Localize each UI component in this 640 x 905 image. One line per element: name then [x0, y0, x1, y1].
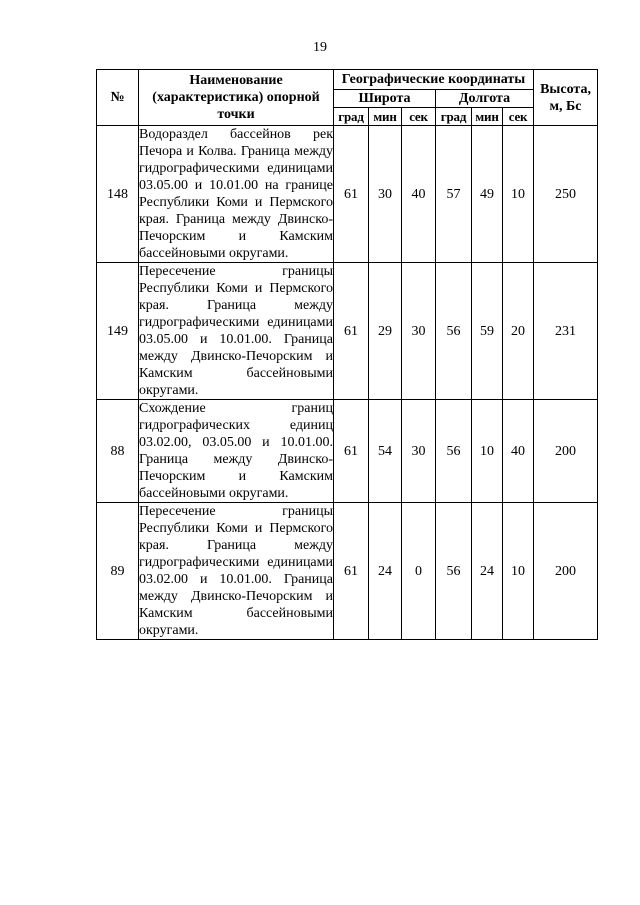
- lat-sec: 40: [402, 126, 436, 263]
- lon-deg: 56: [436, 503, 472, 640]
- lat-min: 30: [369, 126, 402, 263]
- lat-deg: 61: [334, 400, 369, 503]
- header-number: №: [97, 70, 139, 126]
- coordinates-table: [96, 69, 598, 640]
- lat-min: 29: [369, 263, 402, 400]
- header-height: Высота, м, Бс: [534, 70, 598, 126]
- row-description: Схождение границ гидрографических единиц 03.02.00, 03.05.00 и 10.01.00. Граница между Двинско-Печорским и Камским бассейновыми округами.: [139, 401, 333, 501]
- lon-sec: 10: [503, 503, 534, 640]
- lon-sec: 40: [503, 400, 534, 503]
- header-lat-sec: сек: [402, 108, 436, 126]
- header-coordinates: Географические координаты: [334, 70, 534, 90]
- table-row: [97, 126, 598, 263]
- lon-min: 49: [472, 126, 503, 263]
- height-value: 231: [534, 263, 598, 400]
- lat-deg: 61: [334, 126, 369, 263]
- row-number: 88: [97, 400, 139, 503]
- lat-min: 54: [369, 400, 402, 503]
- row-description: Водораздел бассейнов рек Печора и Колва. Граница между гидрографическими единицами 03.05.00 и 10.01.00 на границе Республики Коми и Пермского края. Граница между Двинско-Печорским и Камским бассейновыми округами.: [139, 127, 333, 261]
- lon-min: 24: [472, 503, 503, 640]
- header-lon-deg: град: [436, 108, 472, 126]
- header-lat-deg: град: [334, 108, 369, 126]
- lat-sec: 30: [402, 263, 436, 400]
- row-description: Пересечение границы Республики Коми и Пермского края. Граница между гидрографическими единицами 03.05.00 и 10.01.00. Граница между Двинско-Печорским и Камским бассейновыми округами.: [139, 264, 333, 398]
- lon-deg: 57: [436, 126, 472, 263]
- height-value: 200: [534, 503, 598, 640]
- height-value: 250: [534, 126, 598, 263]
- header-longitude: Долгота: [436, 90, 534, 108]
- lat-deg: 61: [334, 503, 369, 640]
- lon-sec: 20: [503, 263, 534, 400]
- table-row: [97, 263, 598, 400]
- lon-min: 59: [472, 263, 503, 400]
- header-lon-sec: сек: [503, 108, 534, 126]
- header-lat-min: мин: [369, 108, 402, 126]
- lat-min: 24: [369, 503, 402, 640]
- table-row: [97, 400, 598, 503]
- lat-sec: 0: [402, 503, 436, 640]
- row-number: 89: [97, 503, 139, 640]
- lon-deg: 56: [436, 400, 472, 503]
- lon-sec: 10: [503, 126, 534, 263]
- lat-deg: 61: [334, 263, 369, 400]
- lat-sec: 30: [402, 400, 436, 503]
- header-lon-min: мин: [472, 108, 503, 126]
- row-description: Пересечение границы Республики Коми и Пермского края. Граница между гидрографическими единицами 03.02.00 и 10.01.00. Граница между Двинско-Печорским и Камским бассейновыми округами.: [139, 504, 333, 638]
- page-number: 19: [313, 40, 327, 55]
- row-number: 149: [97, 263, 139, 400]
- header-latitude: Широта: [334, 90, 436, 108]
- header-name: Наименование (характеристика) опорной точки: [139, 70, 334, 126]
- row-number: 148: [97, 126, 139, 263]
- lon-deg: 56: [436, 263, 472, 400]
- lon-min: 10: [472, 400, 503, 503]
- height-value: 200: [534, 400, 598, 503]
- table-row: [97, 503, 598, 640]
